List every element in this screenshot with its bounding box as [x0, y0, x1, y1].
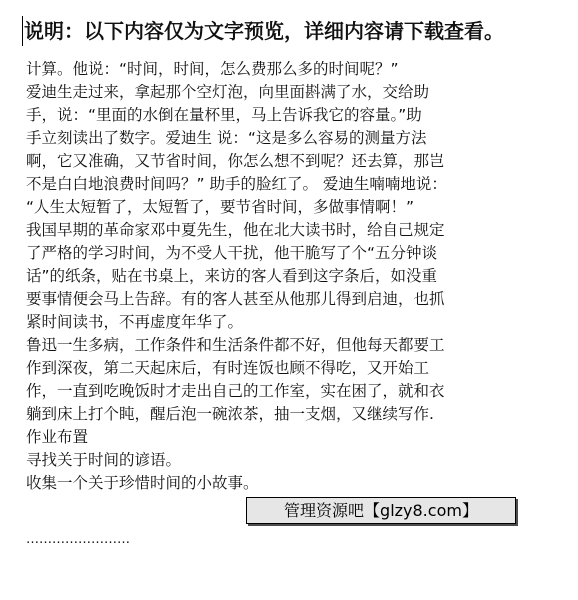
preview-notice: 说明：以下内容仅为文字预览，详细内容请下载查看。 [24, 19, 504, 43]
body-line: 了严格的学习时间，为不受人干扰，他干脆写了个“五分钟谈 [26, 244, 438, 262]
body-line: 不是白白地浪费时间吗？” 助手的脸红了。 爱迪生喃喃地说： [26, 175, 447, 193]
text-cursor [22, 16, 23, 46]
document-body [26, 58, 546, 495]
body-line: 作，一直到吃晚饭时才走出自己的工作室，实在困了，就和衣 [26, 382, 445, 400]
homework-item: 寻找关于时间的谚语。 [26, 451, 182, 469]
watermark-banner: 管理资源吧【glzy8.com】 [246, 497, 516, 524]
ellipsis-continuation: …………………… [26, 532, 130, 547]
body-line: 计算。他说：“时间，时间，怎么费那么多的时间呢？” [26, 60, 399, 78]
body-line: 鲁迅一生多病，工作条件和生活条件都不好，但他每天都要工 [26, 336, 445, 354]
body-line: 啊，它又准确，又节省时间，你怎么想不到呢？还去算，那岂 [26, 152, 445, 170]
body-line: 爱迪生走过来，拿起那个空灯泡，向里面斟满了水，交给助 [26, 83, 430, 101]
body-line: 作到深夜，第二天起床后，有时连饭也顾不得吃，又开始工 [26, 359, 430, 377]
homework-heading: 作业布置 [26, 428, 89, 446]
body-line: 要事情便会马上告辞。有的客人甚至从他那儿得到启迪，也抓 [26, 290, 445, 308]
body-line: “人生太短暂了，太短暂了，要节省时间，多做事情啊！” [26, 198, 415, 216]
homework-item: 收集一个关于珍惜时间的小故事。 [26, 474, 259, 492]
body-line: 紧时间读书，不再虚度年华了。 [26, 313, 244, 331]
body-line: 话”的纸条，贴在书桌上，来访的客人看到这字条后，如没重 [26, 267, 438, 285]
body-line: 手立刻读出了数字。爱迪生 说：“这是多么容易的测量方法 [26, 129, 427, 147]
body-line: 躺到床上打个盹，醒后泡一碗浓茶，抽一支烟，又继续写作. [26, 405, 434, 423]
body-line: 我国早期的革命家邓中夏先生，他在北大读书时，给自己规定 [26, 221, 445, 239]
body-line: 手，说：“里面的水倒在量杯里，马上告诉我它的容量。”助 [26, 106, 422, 124]
